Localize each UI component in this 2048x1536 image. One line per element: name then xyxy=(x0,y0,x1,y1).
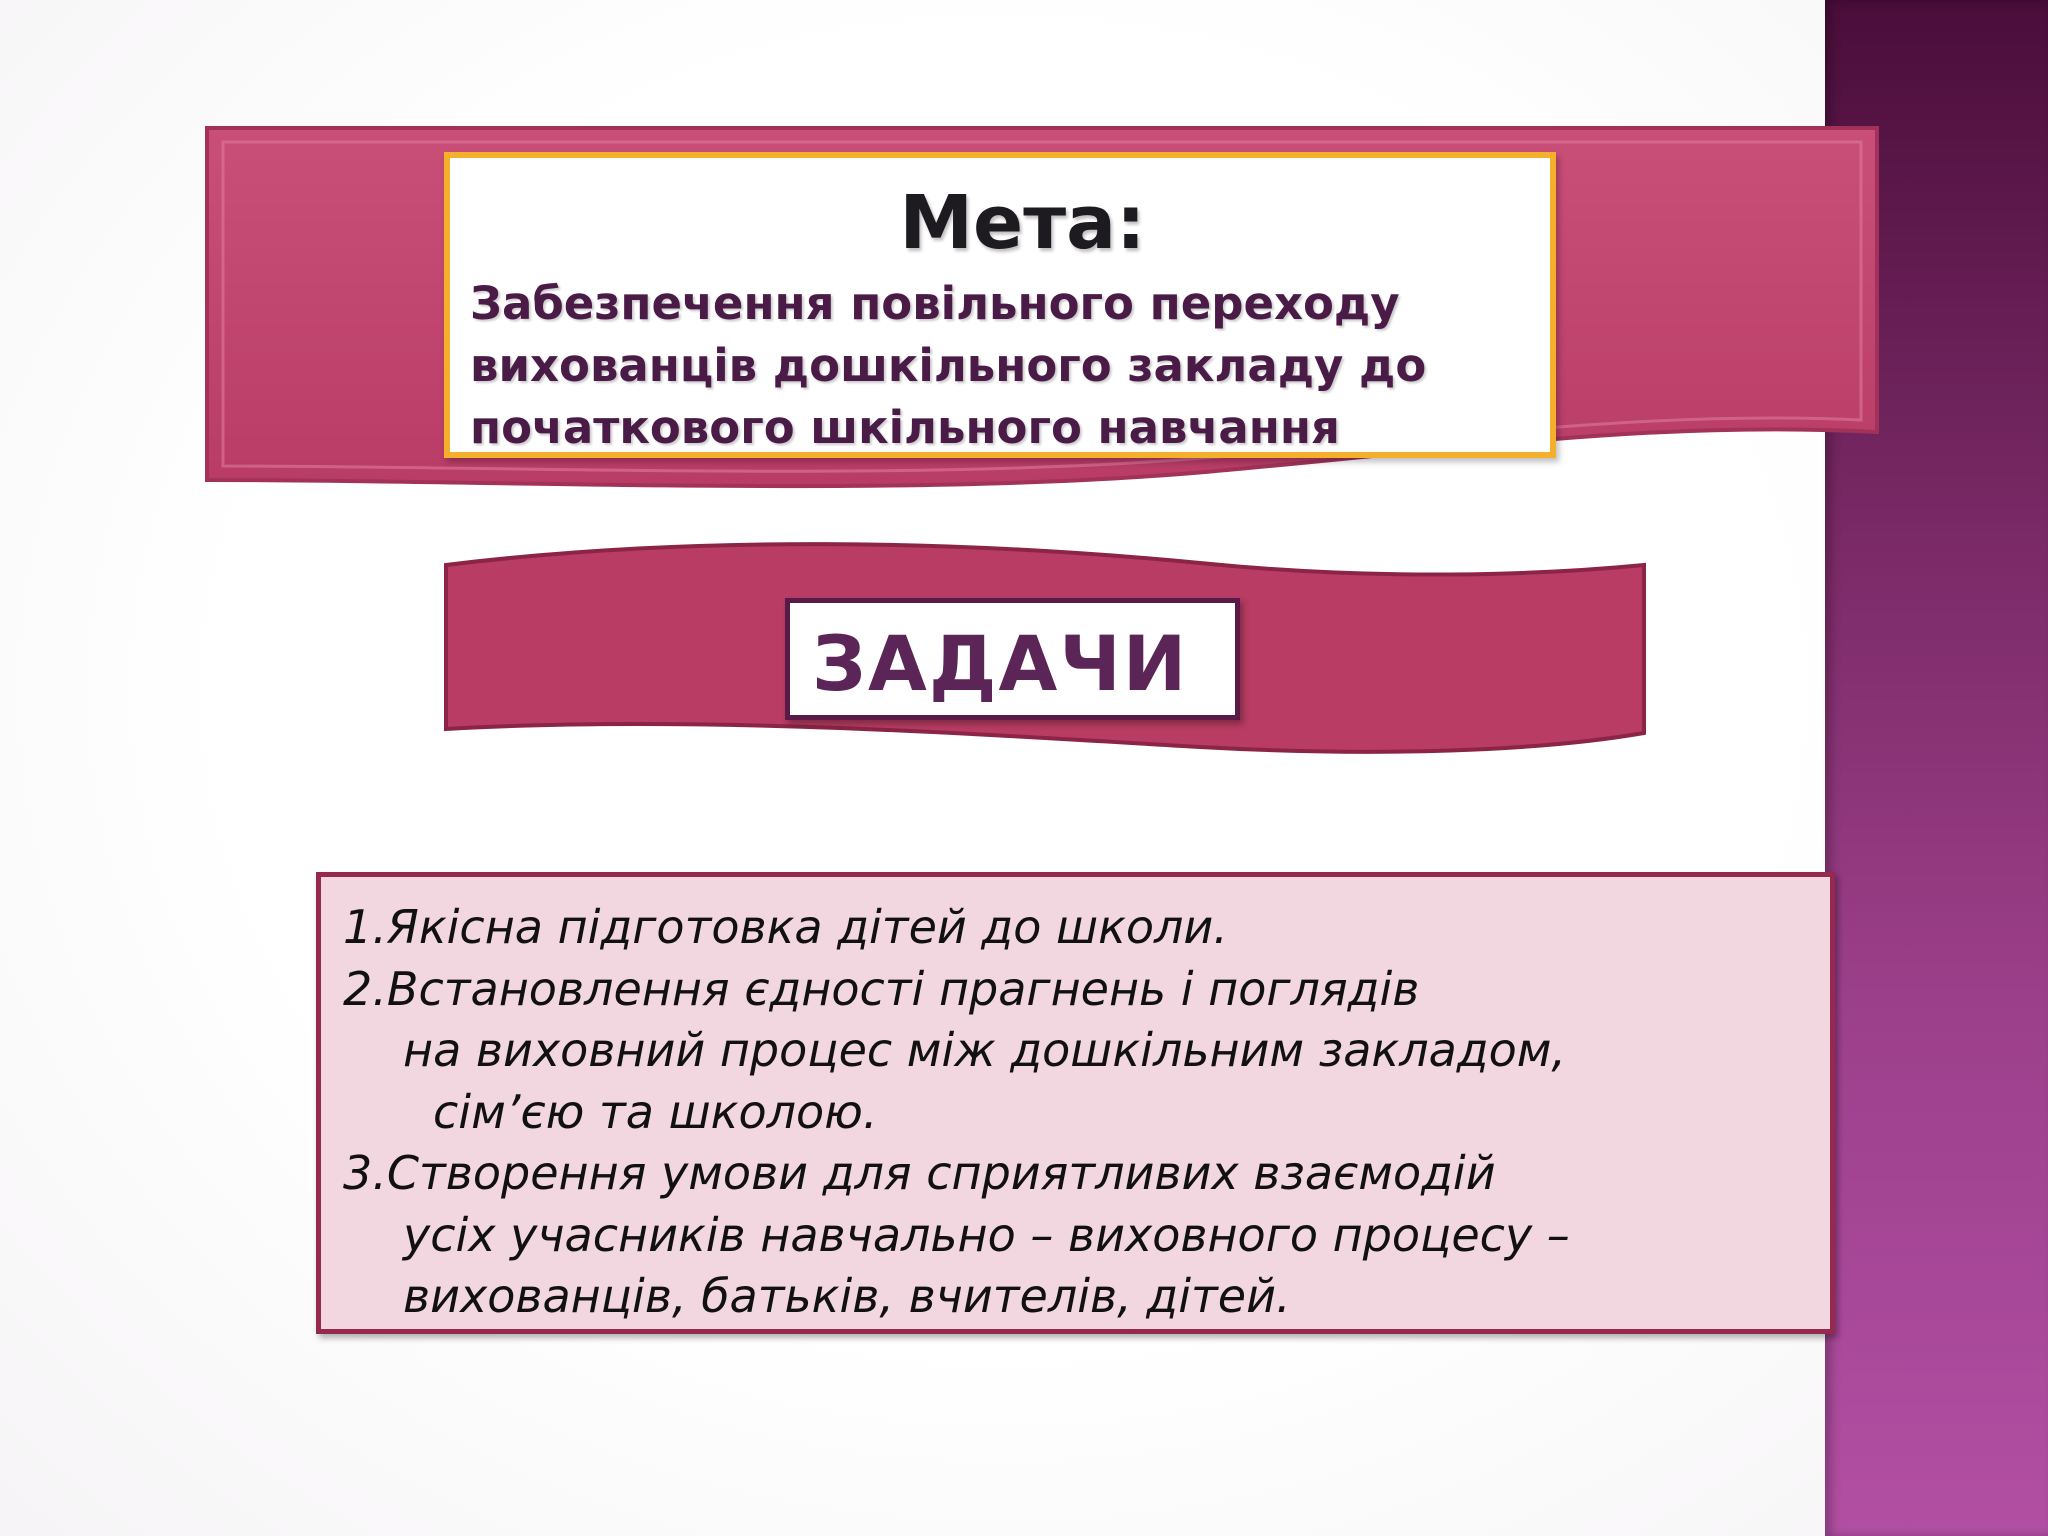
task-item xyxy=(343,1143,1793,1328)
tasks-label-box xyxy=(785,598,1240,720)
task-line: 1.Якісна підготовка дітей до школи. xyxy=(343,900,1228,954)
task-line: сім’єю та школою. xyxy=(433,1084,878,1139)
goal-title: Мета: xyxy=(899,180,1146,266)
goal-line: вихованців дошкільного закладу до xyxy=(470,339,1427,392)
task-line: усіх учасників навчально – виховного процесу – xyxy=(403,1207,1570,1262)
task-line: 3.Створення умови для сприятливих взаємодій xyxy=(343,1146,1496,1200)
task-line: 2.Встановлення єдності прагнень і поглядів xyxy=(343,961,1420,1016)
task-item xyxy=(343,897,1793,959)
goal-line: Забезпечення повільного переходу xyxy=(470,277,1400,330)
task-item xyxy=(343,959,1793,1144)
task-line: вихованців, батьків, вчителів, дітей. xyxy=(403,1269,1291,1323)
tasks-box xyxy=(316,872,1835,1334)
tasks-label: ЗАДАЧИ xyxy=(812,619,1189,708)
goal-line: початкового шкільного навчання xyxy=(470,401,1340,454)
tasks-list xyxy=(343,897,1793,1328)
task-line: на виховний процес між дошкільним закладом, xyxy=(403,1023,1567,1077)
goal-box xyxy=(444,152,1556,458)
goal-text xyxy=(470,273,1520,459)
